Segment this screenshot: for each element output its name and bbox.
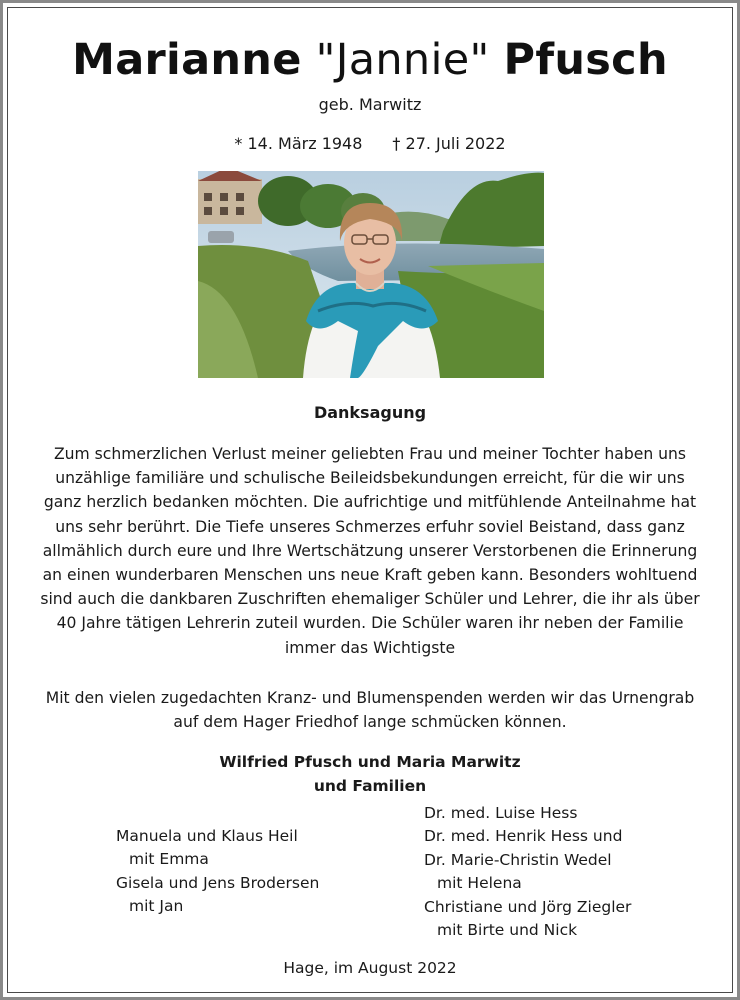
first-name: Marianne <box>72 35 302 85</box>
signers-line: und Familien <box>313 777 427 795</box>
nickname: "Jannie" <box>315 35 490 85</box>
section-heading: Danksagung <box>313 403 427 422</box>
family-entry: Gisela und Jens Brodersen <box>116 873 320 892</box>
family-entry: Dr. med. Henrik Hess und <box>424 827 623 846</box>
family-list-left <box>116 825 319 919</box>
place-and-date: Hage, im August 2022 <box>283 959 457 977</box>
birth-name: geb. Marwitz <box>318 95 422 114</box>
surname: Pfusch <box>503 35 668 85</box>
family-entry: Christiane und Jörg Ziegler <box>424 897 632 916</box>
signers <box>0 750 740 798</box>
signers-line: Wilfried Pfusch und Maria Marwitz <box>219 753 521 771</box>
life-dates <box>0 133 740 155</box>
family-entry: Dr. med. Luise Hess <box>424 804 578 822</box>
family-entry: mit Helena <box>437 874 522 893</box>
portrait-photo <box>198 171 544 378</box>
flowers-paragraph: Mit den vielen zugedachten Kranz- und Blumenspenden werden wir das Urnengrab auf dem Hager Friedhof lange schmücken können. <box>45 689 695 732</box>
family-entry: mit Birte und Nick <box>437 921 578 940</box>
family-entry: mit Emma <box>129 850 209 869</box>
death-date: † 27. Juli 2022 <box>392 134 506 153</box>
family-entry: Dr. Marie-Christin Wedel <box>424 850 612 869</box>
thanks-paragraph: Zum schmerzlichen Verlust meiner geliebten Frau und meiner Tochter haben uns unzählige familiäre und schulische Beileidsbekundungen erreicht, für die wir uns ganz herzlich bedanken möchten. Die aufrichtige und mitfühlende Anteilnahme hat uns sehr berührt. Die Tiefe unseres Schmerzes erfuhr soviel Beistand, dass ganz allmählich durch eure und Ihre Wertschätzung unserer Verstorbenen die Erinnerung an einen wunderbaren Menschen uns neue Kraft geben kann. Besonders wohltuend sind auch die dankbaren Zuschriften ehemaliger Schüler und Lehrer, die ihr als über 40 Jahre tätigen Lehrerin zuteil wurden. Die Schüler waren ihr neben der Familie immer das Wichtigste <box>40 445 700 657</box>
family-entry: Manuela und Klaus Heil <box>116 827 298 845</box>
birth-date: * 14. März 1948 <box>234 134 363 153</box>
deceased-name <box>0 30 740 90</box>
family-entry: mit Jan <box>129 897 184 916</box>
family-list-right <box>424 802 631 942</box>
